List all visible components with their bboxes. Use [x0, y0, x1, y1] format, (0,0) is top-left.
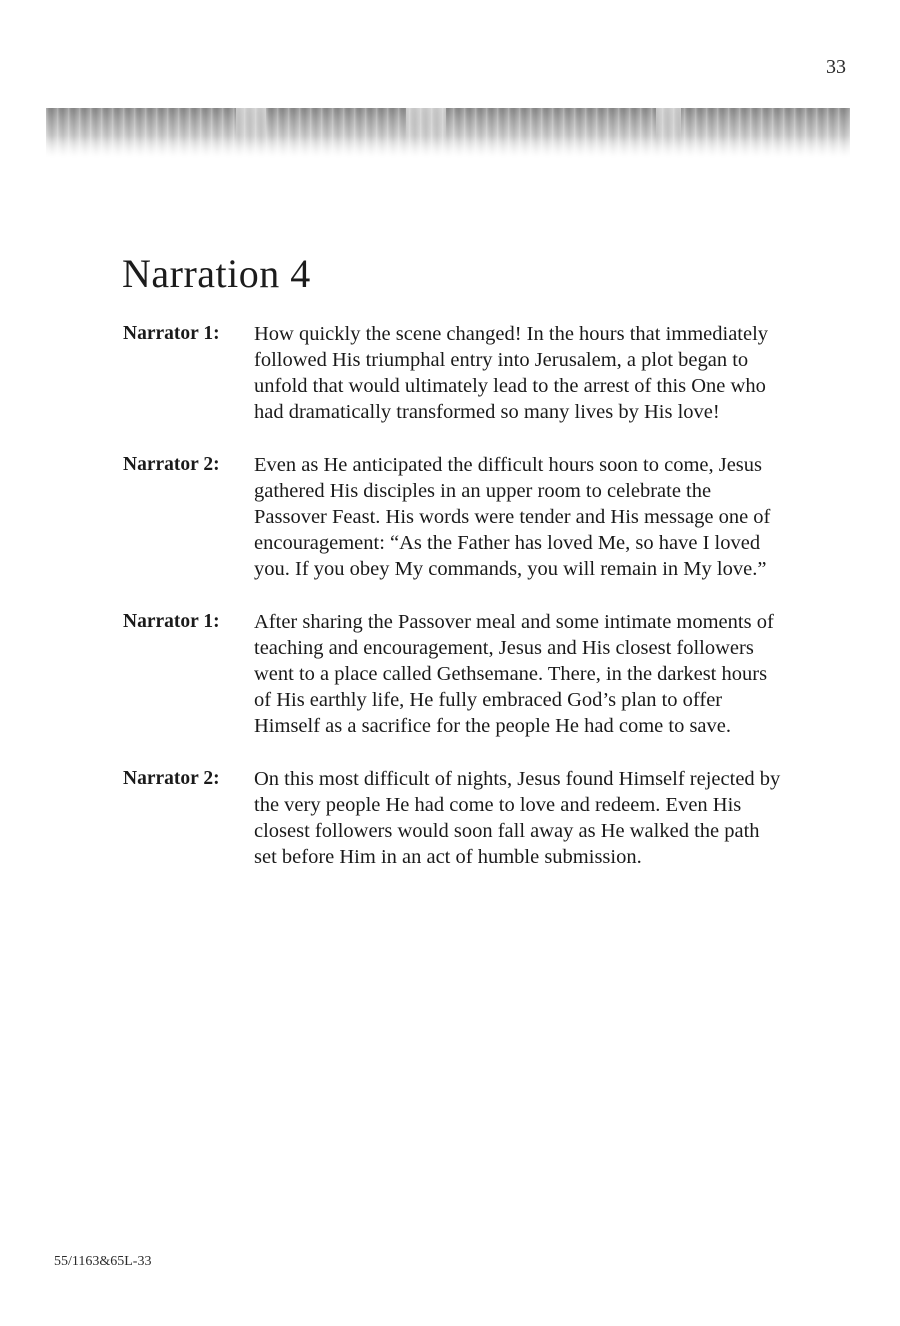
- narration-text: On this most difficult of nights, Jesus found Himself rejected by the very people He had come to love and redeem. Even His closest followers would soon fall away as He walked the path set before Him in an act of humble submission.: [254, 768, 781, 868]
- narration-entry: [123, 452, 783, 582]
- narration-entry: [123, 766, 783, 870]
- page-number: 33: [826, 56, 846, 78]
- narration-list: [123, 321, 783, 897]
- speaker-label: Narrator 1:: [123, 323, 220, 344]
- narration-entry: [123, 609, 783, 739]
- speaker-label: Narrator 2:: [123, 454, 220, 475]
- footer-code: 55/1163&65L-33: [54, 1254, 152, 1269]
- narration-text: How quickly the scene changed! In the hours that immediately followed His triumphal entry into Jerusalem, a plot began to unfold that would ultimately lead to the arrest of this One who had dramatically transformed so many lives by His love!: [254, 323, 769, 423]
- speaker-label: Narrator 1:: [123, 611, 220, 632]
- narration-entry: [123, 321, 783, 425]
- speaker-label: Narrator 2:: [123, 768, 220, 789]
- header-band-image: [46, 108, 850, 158]
- narration-text: Even as He anticipated the difficult hours soon to come, Jesus gathered His disciples in an upper room to celebrate the Passover Feast. His words were tender and His message one of encouragement: “As the Father has loved Me, so have I loved you. If you obey My commands, you will remain in My love.”: [254, 454, 771, 580]
- narration-text: After sharing the Passover meal and some intimate moments of teaching and encouragement, Jesus and His closest followers went to a place called Gethsemane. There, in the darkest hours of His earthly life, He fully embraced God’s plan to offer Himself as a sacrifice for the people He had come to save.: [254, 611, 774, 737]
- section-title: Narration 4: [122, 251, 311, 296]
